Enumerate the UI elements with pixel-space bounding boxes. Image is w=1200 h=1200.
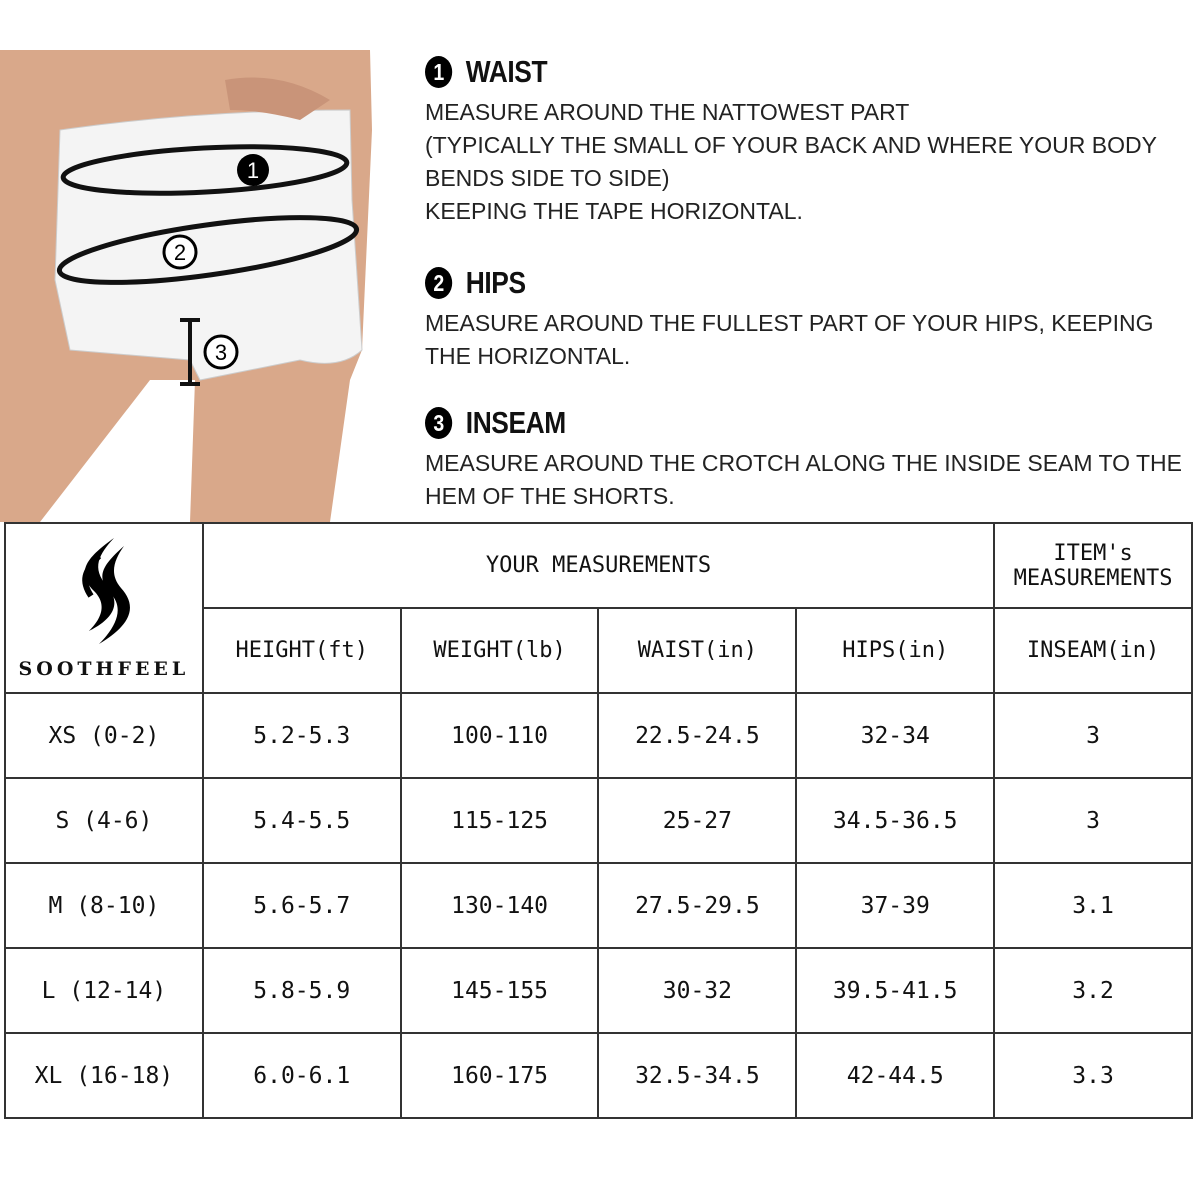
value-cell: 130-140: [401, 863, 599, 948]
value-cell: 32.5-34.5: [598, 1033, 796, 1118]
hips-section: [425, 263, 1195, 373]
value-cell: 39.5-41.5: [796, 948, 994, 1033]
size-cell: M (8-10): [5, 863, 203, 948]
value-cell: 5.4-5.5: [203, 778, 401, 863]
instruction-text: MEASURE AROUND THE FULLEST PART OF YOUR HIPS, KEEPING THE HORIZONTAL.: [425, 310, 1154, 369]
value-cell: 3.1: [994, 863, 1192, 948]
section-title: INSEAM: [465, 405, 566, 440]
column-header: WEIGHT(lb): [401, 608, 599, 693]
column-header: HIPS(in): [796, 608, 994, 693]
value-cell: 22.5-24.5: [598, 693, 796, 778]
value-cell: 30-32: [598, 948, 796, 1033]
size-chart-table: [4, 522, 1193, 1119]
value-cell: 100-110: [401, 693, 599, 778]
value-cell: 3.2: [994, 948, 1192, 1033]
brand-logo: SOOTHFEEL: [5, 523, 203, 693]
waist-section: [425, 52, 1195, 228]
value-cell: 5.2-5.3: [203, 693, 401, 778]
marker-3: [205, 336, 237, 368]
value-cell: 145-155: [401, 948, 599, 1033]
value-cell: 25-27: [598, 778, 796, 863]
size-cell: XS (0-2): [5, 693, 203, 778]
svg-text:2: 2: [173, 240, 187, 265]
value-cell: 3: [994, 778, 1192, 863]
marker-2: [164, 236, 196, 268]
table-row: [5, 948, 1192, 1033]
number-badge: 2: [425, 267, 452, 299]
value-cell: 34.5-36.5: [796, 778, 994, 863]
marker-1: [237, 154, 269, 186]
table-row: [5, 693, 1192, 778]
item-measurements-header: ITEM's MEASUREMENTS: [994, 523, 1192, 608]
number-badge: 1: [425, 56, 452, 88]
instruction-line: MEASURE AROUND THE NATTOWEST PART: [425, 99, 910, 125]
value-cell: 42-44.5: [796, 1033, 994, 1118]
size-cell: L (12-14): [5, 948, 203, 1033]
section-title: HIPS: [465, 265, 526, 300]
column-header: WAIST(in): [598, 608, 796, 693]
value-cell: 32-34: [796, 693, 994, 778]
value-cell: 160-175: [401, 1033, 599, 1118]
model-photo: [0, 50, 378, 522]
size-cell: XL (16-18): [5, 1033, 203, 1118]
value-cell: 3.3: [994, 1033, 1192, 1118]
column-header: HEIGHT(ft): [203, 608, 401, 693]
column-header: INSEAM(in): [994, 608, 1192, 693]
svg-text:3: 3: [214, 340, 228, 365]
number-badge: 3: [425, 407, 452, 439]
instruction-line: (TYPICALLY THE SMALL OF YOUR BACK AND WHERE YOUR BODY BENDS SIDE TO SIDE): [425, 132, 1157, 191]
value-cell: 115-125: [401, 778, 599, 863]
table-row: [5, 1033, 1192, 1118]
value-cell: 6.0-6.1: [203, 1033, 401, 1118]
value-cell: 5.6-5.7: [203, 863, 401, 948]
value-cell: 37-39: [796, 863, 994, 948]
table-row: [5, 778, 1192, 863]
size-cell: S (4-6): [5, 778, 203, 863]
svg-text:1: 1: [246, 158, 260, 183]
your-measurements-header: YOUR MEASUREMENTS: [203, 523, 994, 608]
value-cell: 5.8-5.9: [203, 948, 401, 1033]
table-row: [5, 863, 1192, 948]
section-title: WAIST: [465, 54, 548, 89]
instruction-text: MEASURE AROUND THE CROTCH ALONG THE INSIDE SEAM TO THE HEM OF THE SHORTS.: [425, 450, 1183, 509]
value-cell: 3: [994, 693, 1192, 778]
inseam-section: [425, 403, 1195, 513]
instruction-line: KEEPING THE TAPE HORIZONTAL.: [425, 198, 803, 224]
value-cell: 27.5-29.5: [598, 863, 796, 948]
soothfeel-logo-icon: [69, 536, 139, 646]
